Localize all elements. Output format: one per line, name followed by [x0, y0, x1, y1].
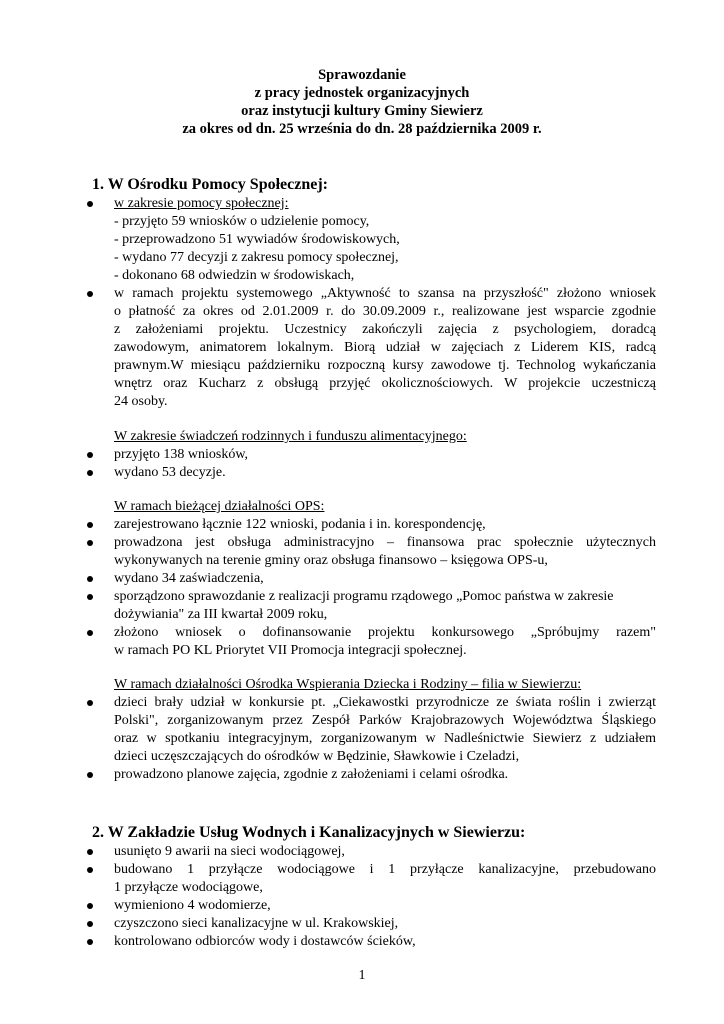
s1-sub3-item-cont: oraz w spotkaniu integracyjnym, zorganizowanym w Nadleśnictwie Siewierz z udziałem — [114, 731, 656, 746]
s2-item: czyszczono sieci kanalizacyjne w ul. Krakowskiej, — [114, 916, 399, 931]
s1-b2-line: wnętrz oraz Kucharz z obsługą przyjęć okolicznościowych. W projekcie uczestniczą — [114, 376, 656, 391]
s1-b2-line: 24 osoby. — [114, 394, 168, 409]
s1-sub3-item: prowadzono planowe zajęcia, zgodnie z założeniami i celami ośrodka. — [114, 767, 509, 782]
s2-item: wymieniono 4 wodomierze, — [114, 898, 271, 913]
doc-title: Sprawozdanie — [318, 67, 406, 83]
s2-item: usunięto 9 awarii na sieci wodociągowej, — [114, 844, 345, 859]
bullet-icon — [87, 540, 93, 546]
bullet-icon — [87, 921, 93, 927]
s1-b2-line: z założeniami projektu. Uczestnicy zakończyli zajęcia z psychologiem, doradcą — [114, 322, 656, 337]
s1-sub2-item-cont: wykonywanych na terenie gminy oraz obsługa finansowo – księgowa OPS-u, — [114, 553, 548, 568]
s1-sub2-item: sporządzono sprawozdanie z realizacji programu rządowego „Pomoc państwa w zakresie — [114, 589, 614, 604]
bullet-icon — [87, 903, 93, 909]
s2-item-cont: 1 przyłącze wodociągowe, — [114, 880, 263, 895]
s1-b2-line: w ramach projektu systemowego „Aktywność to szansa na przyszłość" złożono wniosek — [114, 286, 656, 301]
bullet-icon — [87, 772, 93, 778]
s1-b1-item: - dokonano 68 odwiedzin w środowiskach, — [114, 268, 355, 283]
bullet-icon — [87, 594, 93, 600]
doc-subtitle-2: oraz instytucji kultury Gminy Siewierz — [241, 103, 483, 119]
page-number: 1 — [358, 968, 366, 983]
bullet-icon — [87, 849, 93, 855]
s1-sub2-heading: W ramach bieżącej działalności OPS: — [114, 499, 325, 514]
s2-item: budowano 1 przyłącze wodociągowe i 1 przyłącze kanalizacyjne, przebudowano — [114, 862, 656, 877]
bullet-icon — [87, 700, 93, 706]
s1-b1-item: - przeprowadzono 51 wywiadów środowiskowych, — [114, 232, 400, 247]
s1-b1-label: w zakresie pomocy społecznej: — [114, 196, 289, 211]
s1-sub3-heading: W ramach działalności Ośrodka Wspierania Dziecka i Rodziny – filia w Siewierzu: — [114, 677, 582, 692]
s1-sub2-item: wydano 34 zaświadczenia, — [114, 571, 264, 586]
s1-b1-item: - wydano 77 decyzji z zakresu pomocy społecznej, — [114, 250, 399, 265]
bullet-icon — [87, 201, 93, 207]
s1-sub2-item-cont: dożywiania" za III kwartał 2009 roku, — [114, 607, 328, 622]
bullet-icon — [87, 939, 93, 945]
s2-item: kontrolowano odbiorców wody i dostawców ścieków, — [114, 934, 416, 949]
s1-b2-line: prawnym.W miesiącu październiku rozpoczną kursy zawodowe tj. Technolog wykańczania — [114, 358, 656, 373]
s1-b2-line: zawodowym, animatorem lokalnym. Biorą udział w zajęciach z Liderem KIS, radcą — [114, 340, 656, 355]
section-2-heading: 2. W Zakładzie Usług Wodnych i Kanalizacyjnych w Siewierzu: — [92, 824, 526, 841]
s1-sub2-item: prowadzona jest obsługa administracyjno – finansowa prac społecznie użytecznych — [114, 535, 656, 550]
section-1-heading: 1. W Ośrodku Pomocy Społecznej: — [92, 176, 329, 193]
s1-sub3-item-cont: Polski", zorganizowanym przez Zespół Parków Krajobrazowych Województwa Śląskiego — [114, 713, 656, 728]
bullet-icon — [87, 470, 93, 476]
s1-sub2-item: zarejestrowano łącznie 122 wnioski, podania i in. korespondencję, — [114, 517, 486, 532]
doc-subtitle-1: z pracy jednostek organizacyjnych — [254, 85, 470, 101]
bullet-icon — [87, 630, 93, 636]
bullet-icon — [87, 452, 93, 458]
bullet-icon — [87, 522, 93, 528]
s1-sub2-item-cont: w ramach PO KL Priorytet VII Promocja integracji społecznej. — [114, 643, 467, 658]
s1-sub3-item: dzieci brały udział w konkursie pt. „Ciekawostki przyrodnicze ze świata roślin i zwierząt — [114, 695, 656, 710]
bullet-icon — [87, 576, 93, 582]
s1-b2-line: o płatność za okres od 2.01.2009 r. do 30.09.2009 r., realizowane jest wsparcie zgodnie — [114, 304, 656, 319]
bullet-icon — [87, 291, 93, 297]
s1-sub1-heading: W zakresie świadczeń rodzinnych i funduszu alimentacyjnego: — [114, 429, 467, 444]
s1-b1-item: - przyjęto 59 wniosków o udzielenie pomocy, — [114, 214, 370, 229]
s1-sub3-item-cont: dzieci uczęszczających do ośrodków w Będzinie, Sławkowie i Czeladzi, — [114, 749, 520, 764]
doc-period: za okres od dn. 25 września do dn. 28 października 2009 r. — [182, 121, 542, 137]
bullet-icon — [87, 867, 93, 873]
s1-sub1-item: przyjęto 138 wniosków, — [114, 447, 249, 462]
s1-sub2-item: złożono wniosek o dofinansowanie projektu konkursowego „Spróbujmy razem" — [114, 625, 656, 640]
s1-sub1-item: wydano 53 decyzje. — [114, 465, 226, 480]
